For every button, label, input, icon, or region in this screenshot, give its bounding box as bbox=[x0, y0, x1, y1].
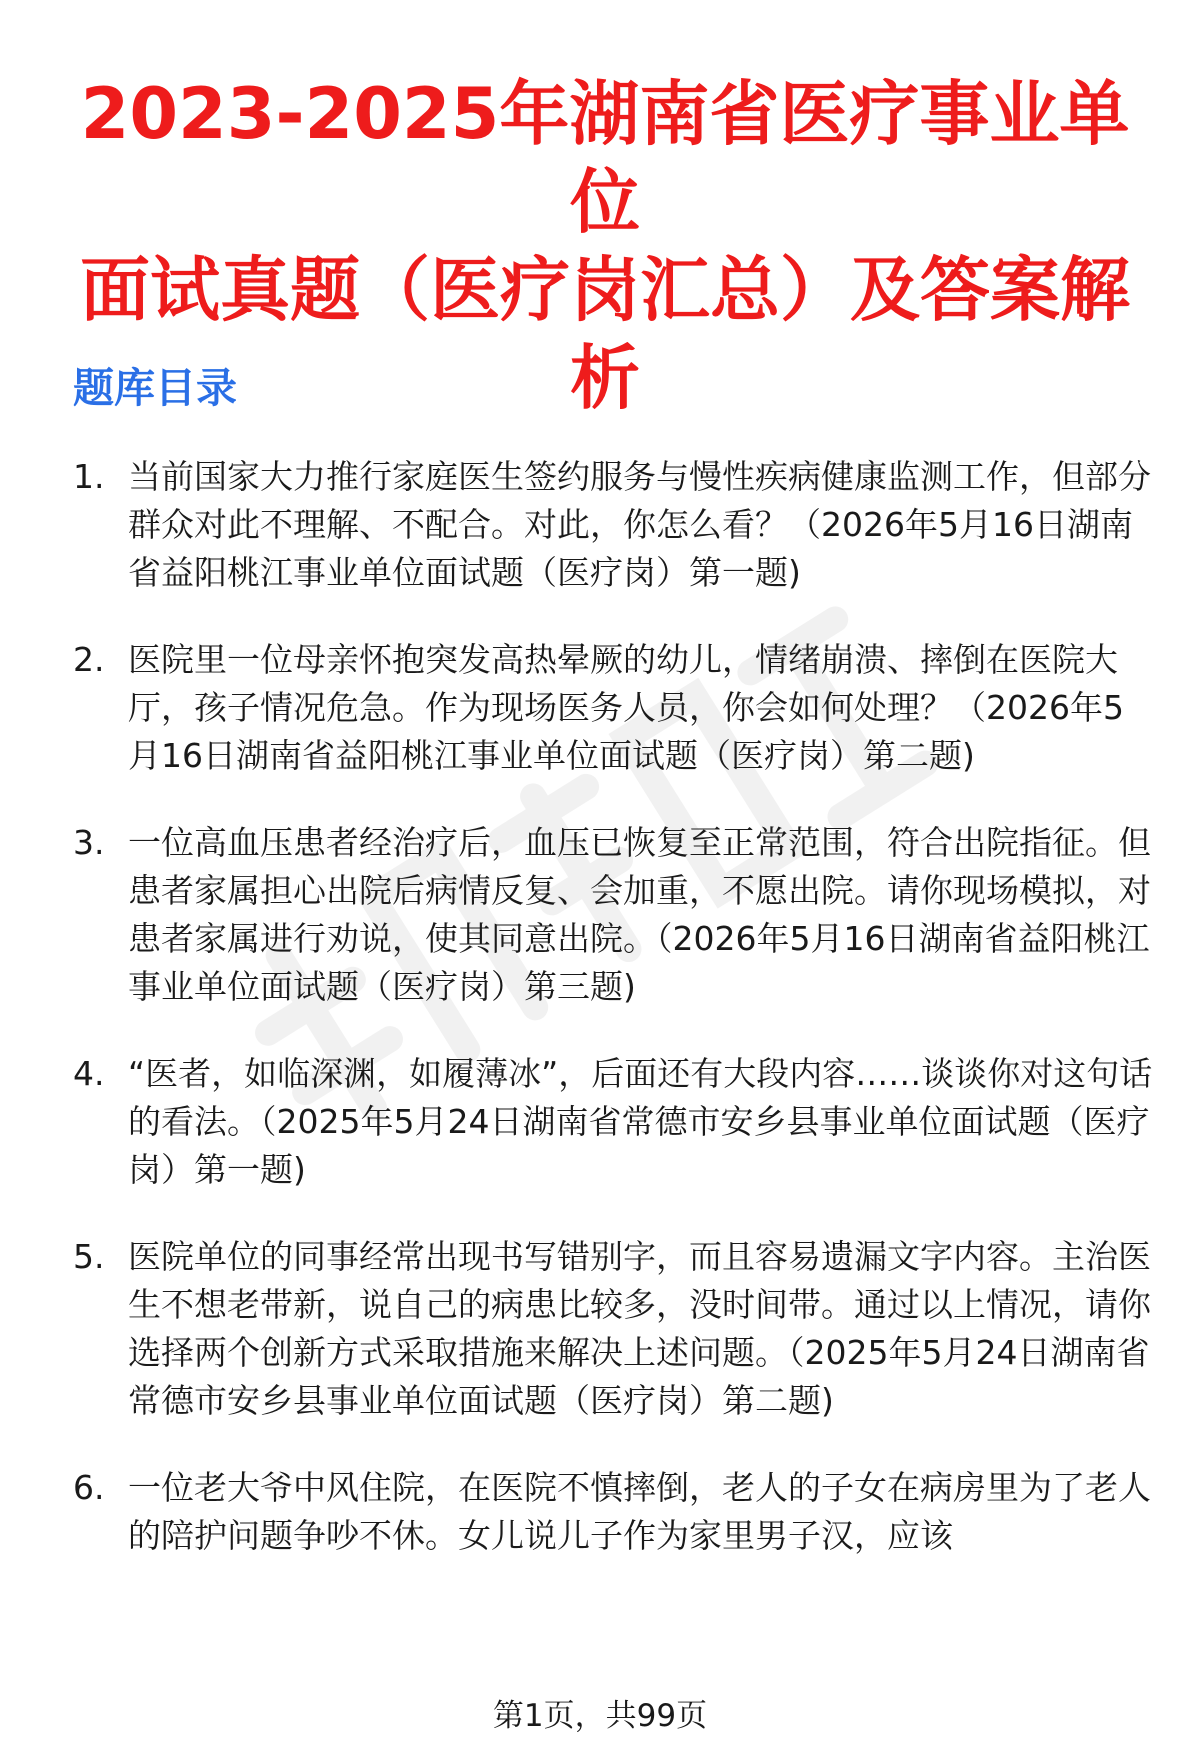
toc-heading: 题库目录 bbox=[73, 364, 237, 412]
item-text: 一位高血压患者经治疗后，血压已恢复至正常范围，符合出院指征。但患者家属担心出院后病情反复、会加重，不愿出院。请你现场模拟，对患者家属进行劝说，使其同意出院。（2026年5月16日湖南省益阳桃江事业单位面试题（医疗岗）第三题) bbox=[128, 823, 1151, 1006]
item-number: 6. bbox=[73, 1468, 105, 1507]
title-line-1: 2023-2025年湖南省医疗事业单位 bbox=[80, 73, 1130, 243]
question-list bbox=[73, 453, 1153, 1599]
item-text: 当前国家大力推行家庭医生签约服务与慢性疾病健康监测工作，但部分群众对此不理解、不配合。对此，你怎么看？（2026年5月16日湖南省益阳桃江事业单位面试题（医疗岗）第一题) bbox=[128, 457, 1151, 592]
page-footer: 第1页，共99页 bbox=[492, 1698, 708, 1734]
item-text: 医院里一位母亲怀抱突发高热晕厥的幼儿，情绪崩溃、摔倒在医院大厅，孩子情况危急。作为现场医务人员，你会如何处理？（2026年5月16日湖南省益阳桃江事业单位面试题（医疗岗）第二题) bbox=[128, 640, 1124, 775]
item-text: 一位老大爷中风住院，在医院不慎摔倒，老人的子女在病房里为了老人的陪护问题争吵不休。女儿说儿子作为家里男子汉，应该 bbox=[128, 1468, 1151, 1555]
item-number: 3. bbox=[73, 823, 105, 862]
list-item bbox=[73, 1050, 1153, 1194]
item-number: 5. bbox=[73, 1237, 105, 1276]
item-number: 2. bbox=[73, 640, 105, 679]
item-number: 4. bbox=[73, 1054, 105, 1093]
list-item bbox=[73, 453, 1153, 597]
list-item bbox=[73, 819, 1153, 1011]
list-item bbox=[73, 1233, 1153, 1425]
item-number: 1. bbox=[73, 457, 105, 496]
item-text: “医者，如临深渊，如履薄冰”，后面还有大段内容……谈谈你对这句话的看法。（2025年5月24日湖南省常德市安乡县事业单位面试题（医疗岗）第一题) bbox=[128, 1054, 1153, 1189]
title-line-2: 面试真题（医疗岗汇总）及答案解 bbox=[80, 249, 1130, 331]
title-line-3: 析 bbox=[570, 337, 640, 419]
list-item bbox=[73, 1464, 1153, 1560]
list-item bbox=[73, 636, 1153, 780]
item-text: 医院单位的同事经常出现书写错别字，而且容易遗漏文字内容。主治医生不想老带新，说自己的病患比较多，没时间带。通过以上情况，请你选择两个创新方式采取措施来解决上述问题。（2025年5月24日湖南省常德市安乡县事业单位面试题（医疗岗）第二题) bbox=[128, 1237, 1151, 1420]
